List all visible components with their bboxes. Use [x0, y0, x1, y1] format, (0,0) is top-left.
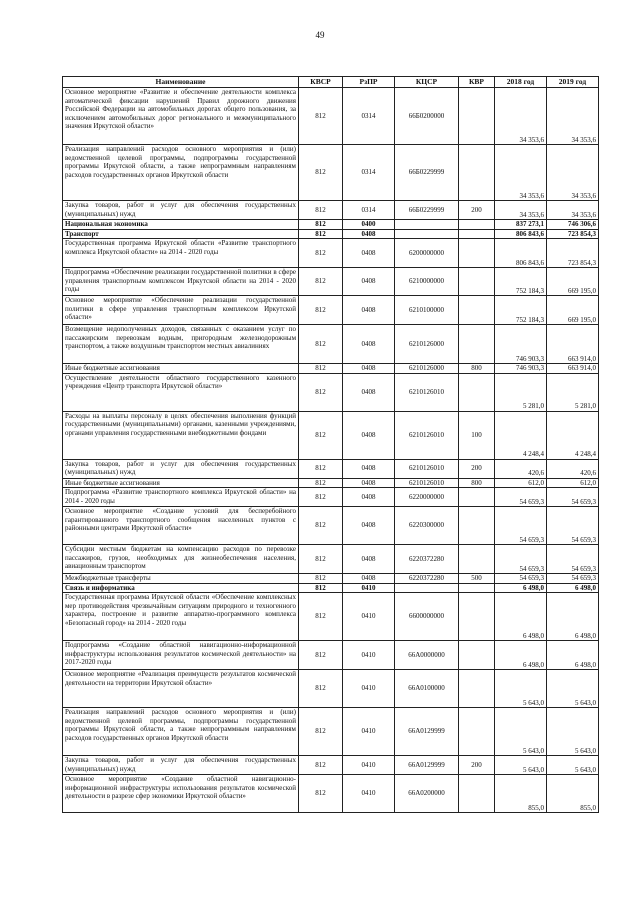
table-row [63, 220, 599, 230]
cell-kcsr: 66А0129999 [395, 708, 459, 756]
cell-name: Субсидии местным бюджетам на компенсацию расходов по перевозке пассажиров, грузов, необходимых для жизнеобеспечения населения, авиационным транспортом [63, 545, 299, 574]
cell-kcsr: 66А0000000 [395, 641, 459, 670]
cell-2019: 34 353,6 [547, 145, 599, 201]
cell-kvr [459, 373, 495, 411]
cell-2018: 5 643,0 [495, 756, 547, 775]
cell-kvr: 200 [459, 459, 495, 478]
cell-name: Основное мероприятие «Создание условий для бесперебойного гарантированного транспортного сообщения населенных пунктов с районными центрами Иркутской области» [63, 507, 299, 545]
cell-kvr [459, 708, 495, 756]
cell-kvsr: 812 [299, 229, 343, 239]
cell-2019: 420,6 [547, 459, 599, 478]
cell-2019: 5 643,0 [547, 708, 599, 756]
cell-name: Реализация направлений расходов основного мероприятия и (или) ведомственной целевой программы, подпрограммы государственной программы Иркутской области, а также непрограммным направлениям расходов государственных органов Иркутской области [63, 708, 299, 756]
cell-name: Связь и информатика [63, 583, 299, 593]
cell-2019: 855,0 [547, 775, 599, 813]
cell-kcsr: 6210100000 [395, 296, 459, 325]
cell-2018: 5 643,0 [495, 670, 547, 708]
header-2019: 2019 год [547, 77, 599, 88]
page-number: 49 [315, 30, 325, 40]
cell-kvr [459, 268, 495, 296]
cell-rzpr: 0400 [343, 220, 395, 230]
cell-name: Закупка товаров, работ и услуг для обеспечения государственных (муниципальных) нужд [63, 459, 299, 478]
cell-kcsr: 6210126000 [395, 325, 459, 364]
cell-2018: 34 353,6 [495, 201, 547, 220]
table-row [63, 201, 599, 220]
cell-kvsr: 812 [299, 775, 343, 813]
cell-kcsr: 6220000000 [395, 488, 459, 507]
cell-kvsr: 812 [299, 296, 343, 325]
cell-2018: 5 281,0 [495, 373, 547, 411]
header-2018: 2018 год [495, 77, 547, 88]
cell-rzpr: 0408 [343, 411, 395, 459]
cell-kvr [459, 488, 495, 507]
cell-2018: 54 659,3 [495, 488, 547, 507]
cell-rzpr: 0408 [343, 488, 395, 507]
table-row [63, 545, 599, 574]
cell-name: Основное мероприятие «Реализация преимуществ результатов космической деятельности на территории Иркутской области» [63, 670, 299, 708]
cell-kvr [459, 545, 495, 574]
cell-kvsr: 812 [299, 574, 343, 584]
cell-kcsr: 6210126010 [395, 411, 459, 459]
cell-name: Возмещение недополученных доходов, связанных с оказанием услуг по пассажирским перевозкам водным, пригородным железнодорожным транспортом, а также воздушным транспортом местных авиалиниях [63, 325, 299, 364]
cell-kvsr: 812 [299, 268, 343, 296]
cell-kcsr: 66А0200000 [395, 775, 459, 813]
cell-rzpr: 0408 [343, 239, 395, 268]
cell-kcsr: 6600000000 [395, 593, 459, 641]
cell-rzpr: 0408 [343, 325, 395, 364]
cell-2018: 5 643,0 [495, 708, 547, 756]
cell-name: Основное мероприятие «Обеспечение реализации государственной политики в сфере управления транспортным комплексом Иркутской области» [63, 296, 299, 325]
cell-kvr [459, 239, 495, 268]
cell-kvr: 200 [459, 756, 495, 775]
table-row [63, 411, 599, 459]
cell-kvsr: 812 [299, 373, 343, 411]
cell-2018: 612,0 [495, 478, 547, 488]
cell-name: Транспорт [63, 229, 299, 239]
cell-2018: 6 498,0 [495, 583, 547, 593]
cell-2019: 5 643,0 [547, 670, 599, 708]
cell-2018: 54 659,3 [495, 545, 547, 574]
cell-name: Государственная программа Иркутской области «Развитие транспортного комплекса Иркутской области» на 2014 - 2020 годы [63, 239, 299, 268]
cell-2019: 663 914,0 [547, 325, 599, 364]
cell-name: Подпрограмма «Развитие транспортного комплекса Иркутской области» на 2014 - 2020 годы [63, 488, 299, 507]
cell-2019: 54 659,3 [547, 507, 599, 545]
cell-2018: 746 903,3 [495, 325, 547, 364]
table-row [63, 229, 599, 239]
cell-2019: 54 659,3 [547, 574, 599, 584]
header-name: Наименование [63, 77, 299, 88]
cell-kvr: 100 [459, 411, 495, 459]
cell-2018: 54 659,3 [495, 507, 547, 545]
cell-2019: 669 195,0 [547, 268, 599, 296]
cell-kvsr: 812 [299, 488, 343, 507]
cell-rzpr: 0408 [343, 507, 395, 545]
cell-kvr [459, 296, 495, 325]
table-row [63, 574, 599, 584]
cell-2018: 6 498,0 [495, 641, 547, 670]
table-row [63, 708, 599, 756]
cell-name: Иные бюджетные ассигнования [63, 364, 299, 374]
cell-name: Основное мероприятие «Создание областной навигационно-информационной инфраструктуры использования результатов космической деятельности в разрезе сфер экономики Иркутской области» [63, 775, 299, 813]
cell-name: Реализация направлений расходов основного мероприятия и (или) ведомственной целевой программы, подпрограммы государственной программы Иркутской области, а также непрограммным направлениям расходов государственных органов Иркутской области [63, 145, 299, 201]
cell-rzpr: 0410 [343, 756, 395, 775]
cell-kvr [459, 229, 495, 239]
cell-rzpr: 0408 [343, 478, 395, 488]
table-row [63, 478, 599, 488]
cell-rzpr: 0410 [343, 670, 395, 708]
cell-kvr: 200 [459, 201, 495, 220]
cell-kvsr: 812 [299, 545, 343, 574]
header-kvsr: КВСР [299, 77, 343, 88]
table-header-row [63, 77, 599, 88]
cell-2019: 663 914,0 [547, 364, 599, 374]
cell-kvsr: 812 [299, 411, 343, 459]
cell-kvr [459, 641, 495, 670]
cell-kcsr: 6210126010 [395, 459, 459, 478]
cell-rzpr: 0408 [343, 373, 395, 411]
cell-2019: 723 854,3 [547, 229, 599, 239]
table-row [63, 488, 599, 507]
cell-2019: 669 195,0 [547, 296, 599, 325]
header-rzpr: РзПР [343, 77, 395, 88]
cell-2018: 34 353,6 [495, 145, 547, 201]
cell-name: Закупка товаров, работ и услуг для обеспечения государственных (муниципальных) нужд [63, 201, 299, 220]
cell-2018: 752 184,3 [495, 296, 547, 325]
cell-2019: 54 659,3 [547, 488, 599, 507]
cell-kvsr: 812 [299, 641, 343, 670]
cell-2018: 420,6 [495, 459, 547, 478]
cell-kvr: 500 [459, 574, 495, 584]
cell-2019: 612,0 [547, 478, 599, 488]
table-row [63, 459, 599, 478]
cell-2019: 6 498,0 [547, 641, 599, 670]
cell-kvsr: 812 [299, 478, 343, 488]
table-row [63, 756, 599, 775]
table-row [63, 641, 599, 670]
cell-kcsr [395, 229, 459, 239]
table-row [63, 325, 599, 364]
cell-kvr [459, 220, 495, 230]
cell-kvsr: 812 [299, 145, 343, 201]
table-row [63, 296, 599, 325]
cell-name: Расходы на выплаты персоналу в целях обеспечения выполнения функций государственными (муниципальными) органами, казенными учреждениями, органами управления государственными внебюджетными фондами [63, 411, 299, 459]
table-row [63, 145, 599, 201]
cell-kvsr: 812 [299, 201, 343, 220]
cell-kvsr: 812 [299, 239, 343, 268]
cell-kvr [459, 593, 495, 641]
table-row [63, 373, 599, 411]
cell-kcsr: 6220372280 [395, 574, 459, 584]
cell-kvsr: 812 [299, 583, 343, 593]
cell-2019: 5 281,0 [547, 373, 599, 411]
cell-kcsr [395, 220, 459, 230]
table-row [63, 507, 599, 545]
cell-kvr [459, 670, 495, 708]
cell-kvr [459, 88, 495, 145]
cell-kvsr: 812 [299, 708, 343, 756]
cell-kcsr: 6220372280 [395, 545, 459, 574]
table-row [63, 88, 599, 145]
cell-kcsr [395, 583, 459, 593]
table-row [63, 593, 599, 641]
cell-2018: 4 248,4 [495, 411, 547, 459]
cell-kvsr: 812 [299, 507, 343, 545]
cell-name: Основное мероприятие «Развитие и обеспечение деятельности комплекса автоматической фиксации нарушений Правил дорожного движения Российской Федерации на автомобильных дорогах общего пользования, за исключением автомобильных дорог регионального и межмуниципального значения Иркутской области» [63, 88, 299, 145]
table-row [63, 364, 599, 374]
table-row [63, 268, 599, 296]
table-row [63, 775, 599, 813]
table-body [63, 88, 599, 813]
cell-rzpr: 0408 [343, 364, 395, 374]
cell-2019: 54 659,3 [547, 545, 599, 574]
cell-kvr: 800 [459, 364, 495, 374]
cell-2018: 6 498,0 [495, 593, 547, 641]
cell-kcsr: 6220300000 [395, 507, 459, 545]
cell-kcsr: 6210000000 [395, 268, 459, 296]
cell-rzpr: 0410 [343, 593, 395, 641]
cell-2018: 806 843,6 [495, 239, 547, 268]
cell-name: Закупка товаров, работ и услуг для обеспечения государственных (муниципальных) нужд [63, 756, 299, 775]
cell-rzpr: 0314 [343, 88, 395, 145]
cell-name: Иные бюджетные ассигнования [63, 478, 299, 488]
budget-table [62, 76, 599, 813]
cell-rzpr: 0408 [343, 545, 395, 574]
cell-kcsr: 66А0129999 [395, 756, 459, 775]
cell-rzpr: 0410 [343, 583, 395, 593]
cell-kvr [459, 145, 495, 201]
cell-2019: 6 498,0 [547, 593, 599, 641]
cell-kcsr: 6210126010 [395, 373, 459, 411]
cell-kvsr: 812 [299, 364, 343, 374]
table-row [63, 239, 599, 268]
cell-kcsr: 66А0100000 [395, 670, 459, 708]
cell-kvsr: 812 [299, 670, 343, 708]
cell-2018: 746 903,3 [495, 364, 547, 374]
cell-kvr: 800 [459, 478, 495, 488]
cell-kvsr: 812 [299, 88, 343, 145]
cell-2018: 855,0 [495, 775, 547, 813]
cell-kvsr: 812 [299, 459, 343, 478]
cell-kcsr: 66Б0229999 [395, 201, 459, 220]
cell-2019: 5 643,0 [547, 756, 599, 775]
cell-kcsr: 66Б0200000 [395, 88, 459, 145]
table-row [63, 583, 599, 593]
cell-kcsr: 6210126000 [395, 364, 459, 374]
cell-rzpr: 0408 [343, 574, 395, 584]
cell-kvsr: 812 [299, 220, 343, 230]
cell-name: Подпрограмма «Создание областной навигационно-информационной инфраструктуры использования результатов космической деятельности» на 2017-2020 годы [63, 641, 299, 670]
cell-rzpr: 0314 [343, 201, 395, 220]
cell-kvsr: 812 [299, 325, 343, 364]
header-kvr: КВР [459, 77, 495, 88]
cell-name: Подпрограмма «Обеспечение реализации государственной политики в сфере управления транспортным комплексом Иркутской области на 2014 - 2020 годы [63, 268, 299, 296]
cell-rzpr: 0408 [343, 296, 395, 325]
header-kcsr: КЦСР [395, 77, 459, 88]
cell-2019: 34 353,6 [547, 88, 599, 145]
cell-rzpr: 0410 [343, 641, 395, 670]
cell-rzpr: 0410 [343, 708, 395, 756]
cell-rzpr: 0408 [343, 229, 395, 239]
cell-name: Государственная программа Иркутской области «Обеспечение комплексных мер противодействия чрезвычайным ситуациям природного и техногенного характера, построение и развитие аппаратно-программного комплекса «Безопасный город» на 2014 - 2020 годы [63, 593, 299, 641]
cell-kvr [459, 325, 495, 364]
cell-2018: 34 353,6 [495, 88, 547, 145]
cell-name: Межбюджетные трансферты [63, 574, 299, 584]
cell-2019: 723 854,3 [547, 239, 599, 268]
cell-rzpr: 0410 [343, 775, 395, 813]
cell-rzpr: 0408 [343, 268, 395, 296]
cell-kvsr: 812 [299, 593, 343, 641]
cell-2018: 837 273,1 [495, 220, 547, 230]
cell-rzpr: 0314 [343, 145, 395, 201]
cell-kcsr: 66Б0229999 [395, 145, 459, 201]
cell-2019: 4 248,4 [547, 411, 599, 459]
cell-kvsr: 812 [299, 756, 343, 775]
table-row [63, 670, 599, 708]
cell-2019: 34 353,6 [547, 201, 599, 220]
cell-kvr [459, 775, 495, 813]
cell-kvr [459, 583, 495, 593]
cell-2018: 54 659,3 [495, 574, 547, 584]
cell-2019: 746 306,6 [547, 220, 599, 230]
cell-name: Национальная экономика [63, 220, 299, 230]
cell-kvr [459, 507, 495, 545]
cell-kcsr: 6200000000 [395, 239, 459, 268]
cell-rzpr: 0408 [343, 459, 395, 478]
cell-2018: 806 843,6 [495, 229, 547, 239]
cell-kcsr: 6210126010 [395, 478, 459, 488]
cell-name: Осуществление деятельности областного государственного казенного учреждения «Центр транспорта Иркутской области» [63, 373, 299, 411]
cell-2019: 6 498,0 [547, 583, 599, 593]
cell-2018: 752 184,3 [495, 268, 547, 296]
